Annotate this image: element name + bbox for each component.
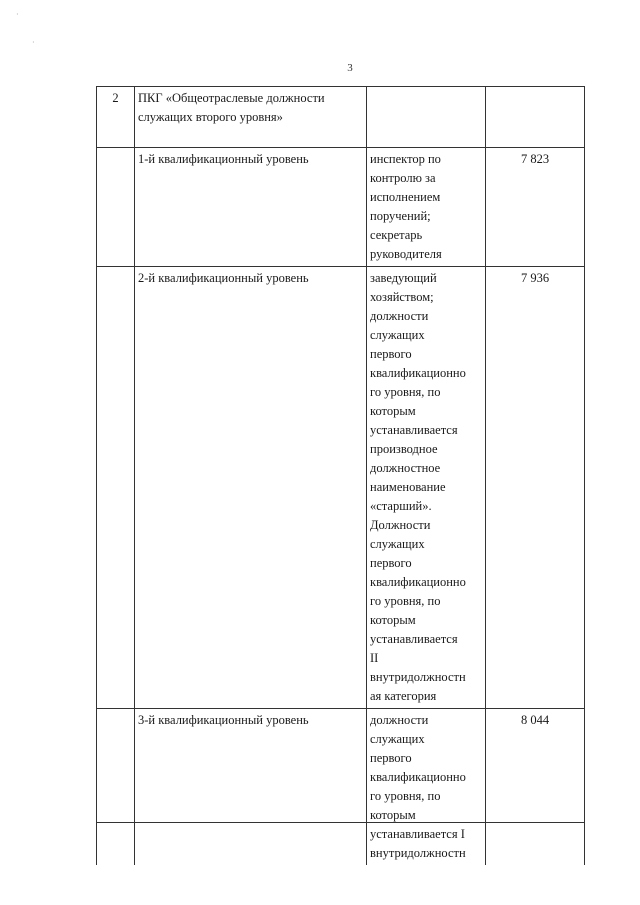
position-line: квалификационно [370,575,466,589]
row-number-cell [97,709,135,866]
qualification-group-cell: ПКГ «Общеотраслевые должности служащих второго уровня» [135,87,367,148]
position-line: поручений; [370,209,431,223]
salary-amount-cell: 7 936 [486,267,585,709]
position-line: устанавливается [370,423,458,437]
position-line: Должности [370,518,431,532]
salary-amount-cell [486,87,585,148]
row-number-cell: 2 [97,87,135,148]
position-line: II [370,651,379,665]
position-line: го уровня, по [370,385,441,399]
position-line: которым [370,613,416,627]
position-line: руководителя [370,247,442,261]
position-line: служащих [370,328,425,342]
scan-mark: · [16,10,19,19]
table-body [97,87,585,866]
position-line: исполнением [370,190,441,204]
position-line: первого [370,347,412,361]
qualification-group-cell: 1-й квалификационный уровень [135,148,367,267]
row-number-cell [97,267,135,709]
positions-cell [367,148,486,267]
table-row [97,87,585,148]
position-line: должности [370,309,429,323]
scan-mark: · [32,38,35,47]
position-line: го уровня, по [370,594,441,608]
position-line: производное [370,442,438,456]
position-line: го уровня, по [370,789,441,803]
position-line: наименование [370,480,446,494]
row-number-cell [97,148,135,267]
table-bottom-rule [96,822,584,823]
position-line: квалификационно [370,770,466,784]
position-line: которым [370,404,416,418]
salary-amount-cell: 7 823 [486,148,585,267]
qualification-group-cell: 2-й квалификационный уровень [135,267,367,709]
position-line: первого [370,556,412,570]
position-line: служащих [370,537,425,551]
position-line: инспектор по [370,152,441,166]
position-line: контролю за [370,171,436,185]
position-line: должностное [370,461,441,475]
position-line: ая категория [370,689,437,703]
position-line: должности [370,713,429,727]
position-line: хозяйством; [370,290,434,304]
position-line: первого [370,751,412,765]
position-line: внутридолжностн [370,846,466,860]
positions-cell [367,87,486,148]
salary-amount-cell: 8 044 [486,709,585,866]
position-line: устанавливается [370,632,458,646]
position-line: квалификационно [370,366,466,380]
table-row [97,709,585,866]
positions-cell [367,709,486,866]
position-line: «старший». [370,499,432,513]
position-line: секретарь [370,228,423,242]
position-line: внутридолжностн [370,670,466,684]
positions-cell [367,267,486,709]
position-line: которым [370,808,416,822]
page-number: 3 [347,62,353,74]
table-row [97,148,585,267]
salary-table [96,86,585,865]
position-line: заведующий [370,271,437,285]
table-row [97,267,585,709]
position-line: устанавливается I [370,827,465,841]
position-line: служащих [370,732,425,746]
qualification-group-cell: 3-й квалификационный уровень [135,709,367,866]
